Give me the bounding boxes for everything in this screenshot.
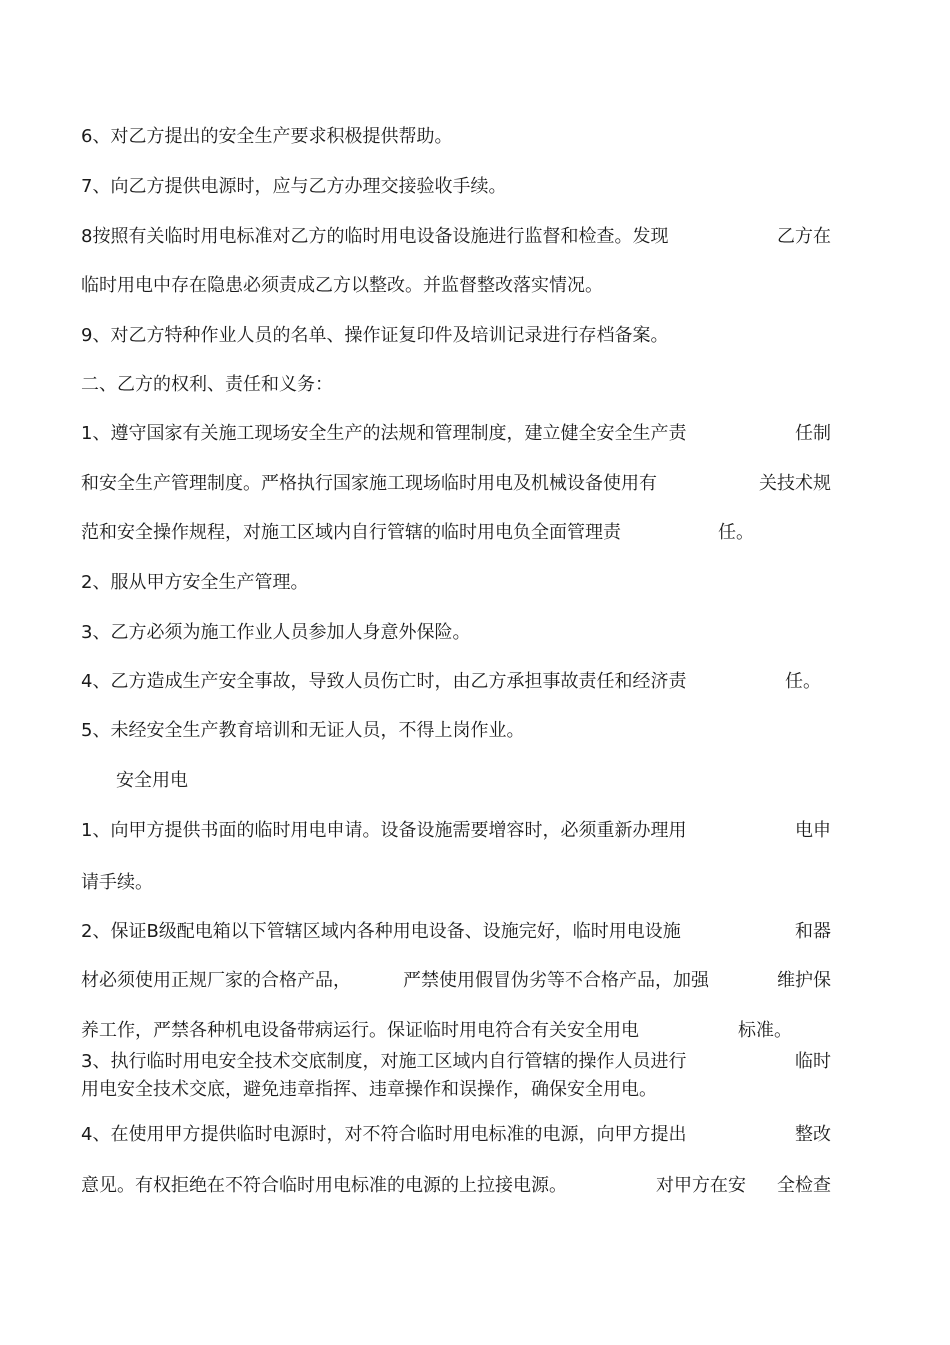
line-text: 范和安全操作规程，对施工区域内自行管辖的临时用电负全面管理责 — [81, 522, 621, 543]
line-text: 6、对乙方提出的安全生产要求积极提供帮助。 — [81, 126, 453, 147]
paragraph-line — [81, 1018, 831, 1044]
line-text-right: 乙方在 — [777, 226, 831, 247]
paragraph-line — [81, 718, 831, 744]
line-text: 4、乙方造成生产安全事故，导致人员伤亡时，由乙方承担事故责任和经济责 — [81, 671, 687, 692]
paragraph-line — [81, 968, 831, 994]
paragraph-line — [81, 471, 831, 497]
line-text-right: 临时 — [795, 1051, 831, 1072]
paragraph-line — [81, 323, 831, 349]
paragraph-line — [81, 224, 831, 250]
paragraph-line — [81, 520, 831, 546]
line-text: 2、保证B级配电箱以下管辖区域内各种用电设备、设施完好，临时用电设施 — [81, 921, 681, 942]
paragraph-line — [81, 818, 831, 844]
line-text: 3、执行临时用电安全技术交底制度，对施工区域内自行管辖的操作人员进行 — [81, 1051, 687, 1072]
line-text: 意见。有权拒绝在不符合临时用电标准的电源的上拉接电源。 — [81, 1175, 567, 1196]
line-text: 5、未经安全生产教育培训和无证人员，不得上岗作业。 — [81, 720, 525, 741]
line-text: 养工作，严禁各种机电设备带病运行。保证临时用电符合有关安全用电 — [81, 1020, 639, 1041]
paragraph-line — [81, 421, 831, 447]
line-text: 安全用电 — [116, 770, 188, 791]
line-text: 7、向乙方提供电源时，应与乙方办理交接验收手续。 — [81, 176, 507, 197]
line-text: 4、在使用甲方提供临时电源时，对不符合临时用电标准的电源，向甲方提出 — [81, 1124, 687, 1145]
line-text: 8按照有关临时用电标准对乙方的临时用电设备设施进行监督和检查。发现 — [81, 226, 669, 247]
line-text-middle: 严禁使用假冒伪劣等不合格产品，加强 — [403, 970, 709, 991]
paragraph-line — [81, 620, 831, 646]
section-heading — [116, 768, 866, 794]
line-text-tail: 标准。 — [738, 1020, 792, 1041]
paragraph-line — [81, 124, 831, 150]
line-text: 1、遵守国家有关施工现场安全生产的法规和管理制度，建立健全安全生产责 — [81, 423, 687, 444]
paragraph-line — [81, 1077, 831, 1103]
line-text: 9、对乙方特种作业人员的名单、操作证复印件及培训记录进行存档备案。 — [81, 325, 669, 346]
paragraph-line — [81, 273, 831, 299]
line-text: 请手续。 — [81, 872, 153, 893]
line-text-right: 和器 — [795, 921, 831, 942]
line-text: 用电安全技术交底，避免违章指挥、违章操作和误操作，确保安全用电。 — [81, 1079, 657, 1100]
line-text-right: 维护保 — [777, 970, 831, 991]
paragraph-line — [81, 1122, 831, 1148]
line-text-middle: 对甲方在安 — [656, 1175, 746, 1196]
paragraph-line — [81, 174, 831, 200]
line-text-tail: 任。 — [718, 522, 754, 543]
line-text-right: 整改 — [795, 1124, 831, 1145]
paragraph-line — [81, 570, 831, 596]
line-text: 1、向甲方提供书面的临时用电申请。设备设施需要增容时，必须重新办理用 — [81, 820, 687, 841]
paragraph-line — [81, 669, 831, 695]
line-text-right: 电申 — [795, 820, 831, 841]
line-text: 临时用电中存在隐患必须责成乙方以整改。并监督整改落实情况。 — [81, 275, 603, 296]
section-heading — [81, 372, 831, 398]
line-text-right: 任。 — [785, 671, 821, 692]
line-text-right: 关技术规 — [759, 473, 831, 494]
line-text-right: 全检查 — [777, 1175, 831, 1196]
line-text: 2、服从甲方安全生产管理。 — [81, 572, 309, 593]
paragraph-line — [81, 919, 831, 945]
line-text: 和安全生产管理制度。严格执行国家施工现场临时用电及机械设备使用有 — [81, 473, 657, 494]
paragraph-line — [81, 1173, 831, 1199]
paragraph-line — [81, 1049, 831, 1075]
paragraph-line — [81, 870, 831, 896]
line-text: 3、乙方必须为施工作业人员参加人身意外保险。 — [81, 622, 471, 643]
line-text: 材必须使用正规厂家的合格产品， — [81, 970, 351, 991]
line-text: 二、乙方的权利、责任和义务： — [81, 374, 333, 395]
line-text-right: 任制 — [795, 423, 831, 444]
